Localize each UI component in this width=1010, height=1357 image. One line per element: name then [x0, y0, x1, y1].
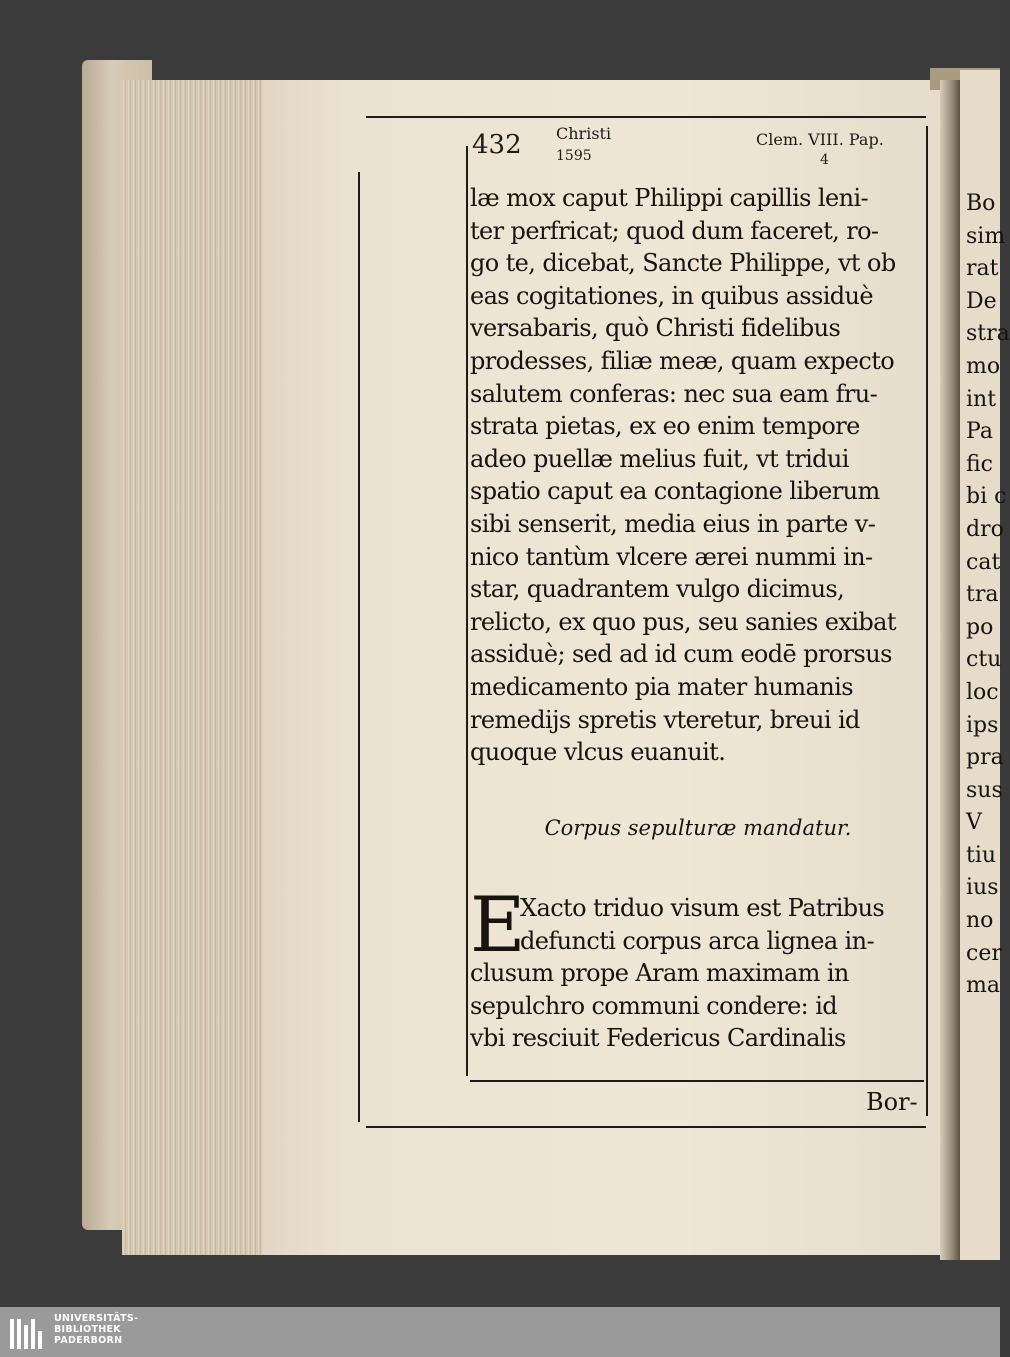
- text-fragment: cat: [966, 549, 1001, 575]
- text-line: Xacto triduo visum est Patribus: [520, 894, 885, 922]
- text-line: læ mox caput Philippi capillis leni-: [470, 184, 869, 212]
- text-line: salutem conferas: nec sua eam fru-: [470, 379, 878, 408]
- text-fragment: ips: [966, 712, 999, 738]
- text-line: strata pietas, ex eo enim tempore: [470, 412, 860, 441]
- text-line: nico tantùm vlcere ærei nummi in-: [470, 542, 873, 571]
- frame-inner-left-rule: [466, 146, 468, 1076]
- frame-top-rule: [366, 116, 926, 118]
- text-fragment: int: [966, 386, 997, 412]
- text-line: vbi resciuit Federicus Cardinalis: [470, 1024, 846, 1053]
- text-fragment: no: [966, 908, 994, 934]
- text-line: spatio caput ea contagione liberum: [470, 477, 880, 506]
- library-footer: [0, 1307, 1000, 1357]
- text-fragment: V: [966, 810, 982, 836]
- text-fragment: fic: [966, 451, 993, 477]
- text-fragment: ius: [966, 875, 999, 901]
- text-fragment: sim: [966, 223, 1006, 249]
- running-head-number: 4: [820, 152, 829, 168]
- running-head-right: Clem. VIII. Pap.: [756, 130, 884, 149]
- page-number: 432: [472, 130, 522, 160]
- text-line: quoque vlcus euanuit.: [470, 738, 726, 767]
- text-line: go te, dicebat, Sancte Philippe, vt ob: [470, 249, 896, 278]
- text-fragment: stra: [966, 321, 1010, 347]
- text-fragment: pra: [966, 745, 1004, 771]
- text-line: assiduè; sed ad id cum eodē prorsus: [470, 640, 892, 669]
- catchword: Bor-: [866, 1088, 918, 1116]
- text-line: sibi senserit, media eius in parte v-: [470, 509, 876, 538]
- text-line: medicamento pia mater humanis: [470, 672, 853, 701]
- text-fragment: dro: [966, 516, 1004, 542]
- text-line: eas cogitationes, in quibus assiduè: [470, 281, 874, 310]
- frame-inner-right-rule: [926, 126, 928, 1116]
- text-bottom-rule: [470, 1080, 924, 1082]
- text-fragment: rat: [966, 256, 999, 282]
- running-head-left: Christi: [556, 124, 612, 143]
- library-logo-icon: [10, 1315, 46, 1351]
- page-edges: [122, 80, 282, 1255]
- text-fragment: tra: [966, 582, 999, 608]
- text-fragment: mo: [966, 353, 1001, 379]
- text-fragment: tiu: [966, 842, 997, 868]
- text-line: star, quadrantem vulgo dicimus,: [470, 575, 845, 604]
- text-fragment: cer: [966, 940, 1002, 966]
- text-line: clusum prope Aram maximam in: [470, 959, 849, 988]
- text-fragment: Pa: [966, 419, 993, 445]
- library-name: [54, 1313, 138, 1346]
- library-name-line: UNIVERSITÄTS-: [54, 1313, 139, 1324]
- body-paragraph: [470, 182, 926, 769]
- second-paragraph: [470, 880, 926, 1055]
- text-line: versabaris, quò Christi fidelibus: [470, 314, 841, 343]
- right-page-text: [966, 188, 1010, 1003]
- library-name-line: PADERBORN: [54, 1335, 123, 1346]
- text-fragment: ctu: [966, 647, 1002, 673]
- text-fragment: sus: [966, 777, 1003, 803]
- text-line: ter perfricat; quod dum faceret, ro-: [470, 216, 879, 245]
- text-fragment: bi c: [966, 484, 1007, 510]
- library-name-line: BIBLIOTHEK: [54, 1324, 121, 1335]
- frame-left-rule: [358, 172, 360, 1122]
- frame-bottom-rule: [366, 1126, 926, 1128]
- text-line: remedijs spretis vteretur, breui id: [470, 705, 860, 734]
- text-line: adeo puellæ melius fuit, vt tridui: [470, 444, 849, 473]
- text-line: defuncti corpus arca lignea in-: [520, 926, 874, 955]
- text-line: relicto, ex quo pus, seu sanies exibat: [470, 607, 896, 636]
- text-line: prodesses, filiæ meæ, quam expecto: [470, 346, 895, 375]
- text-fragment: ma: [966, 973, 1000, 999]
- text-fragment: De: [966, 288, 997, 314]
- text-fragment: po: [966, 614, 994, 640]
- text-fragment: loc: [966, 679, 999, 705]
- text-line: sepulchro communi condere: id: [470, 991, 838, 1020]
- book-gutter: [940, 80, 962, 1260]
- text-fragment: Bo: [966, 191, 996, 216]
- drop-cap: E: [470, 880, 526, 969]
- section-heading: Corpus sepulturæ mandatur.: [544, 816, 852, 840]
- running-head-year: 1595: [556, 148, 592, 164]
